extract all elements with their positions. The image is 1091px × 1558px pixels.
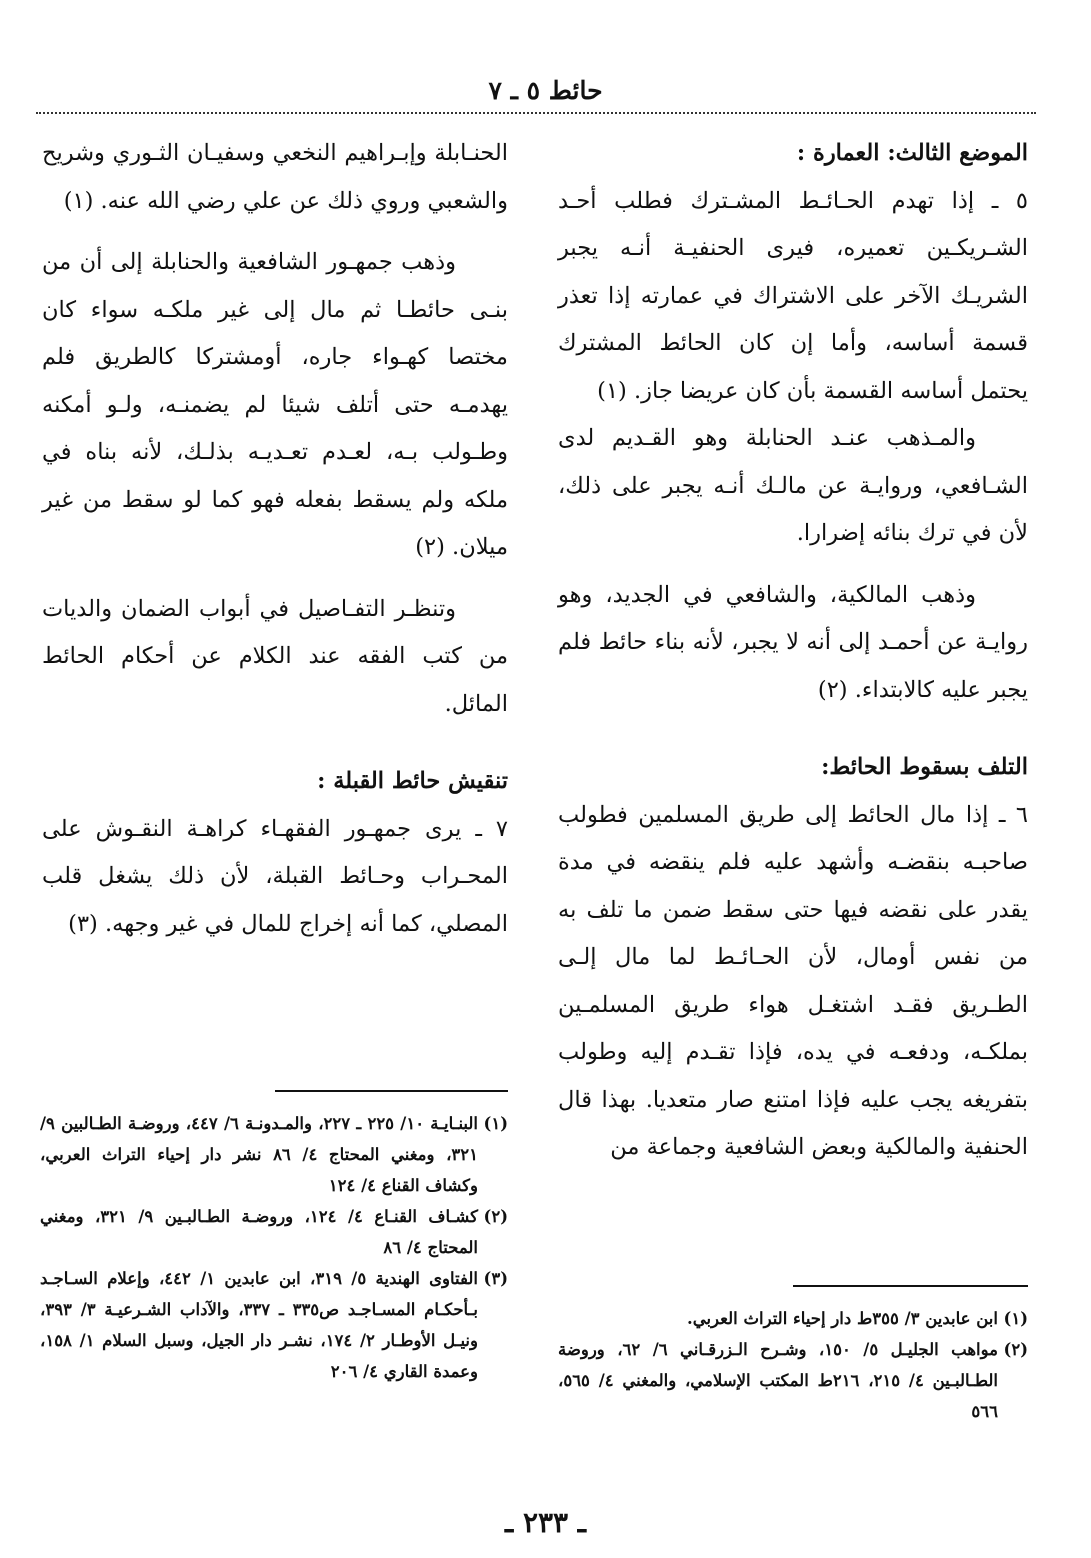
footnote-mark: (٣) bbox=[483, 1269, 508, 1288]
paragraph-6: ٦ ـ إذا مال الحائط إلى طريق المسلمين فطولب صاحبـه بنقضـه وأشهد عليه فلم ينقضه في مدة يقدر على نقضه فيها حتى سقط ضمن ما تلف به من نفس أومال، لأن الحـائـط لما مال إلـى الطـريق فقـد اشتغـل هواء طريق المسلمـين بملكـه، ودفعـه في يده، فإذا تقـدم إليه وطولب بتفريغه يجب عليه فإذا امتنع صار متعديا. بهذا قال الحنفية والمالكية وبعض الشافعية وجماعة من bbox=[558, 801, 1028, 1160]
footnote-mark: (٢) bbox=[483, 1207, 508, 1226]
paragraph-6-continued: الحنـابلة وإبـراهيم النخعي وسفيـان الثـوري وشريح والشعبي وروي ذلك عن علي رضي الله عنه. (١) bbox=[42, 140, 508, 214]
paragraph-5: ٥ ـ إذا تهدم الحـائـط المشـترك فطلب أحـد الشـريكـين تعميره، فيرى الحنفيـة أنـه يجبر الشريـك الآخر على الاشتراك في عمارته إذا تعذر قسمة أساسه، وأما إن كان الحائط المشترك يحتمل أساسه القسمة بأن كان عريضا جاز. (١) bbox=[558, 187, 1028, 404]
right-column bbox=[558, 130, 1028, 1172]
paragraph-maliki-view: وذهب المالكية، والشافعي في الجديد، وهو روايـة عن أحمـد إلى أنه لا يجبر، لأنه بناء حائط فلم يجبر عليه كالابتداء. (٢) bbox=[558, 581, 1028, 703]
footnote-item bbox=[40, 1108, 508, 1201]
footnote-mark: (١) bbox=[1003, 1309, 1028, 1328]
footnote-text: مواهب الجليـل ٥/ ١٥٠، وشـرح الـزرقـاني ٦/ ٦٢، وروضة الطـالبـين ٤/ ٢١٥، ٢١٦ط المكتب الإسلامي، والمغني ٤/ ٥٦٥، ٥٦٦ bbox=[558, 1340, 998, 1421]
section-heading-damage: التلف بسقوط الحائط: bbox=[821, 754, 1028, 780]
section-heading-construction: الموضع الثالث: العمارة : bbox=[796, 140, 1028, 166]
page-header: حائط ٥ ـ ٧ bbox=[488, 76, 603, 105]
footnote-separator-right bbox=[793, 1285, 1028, 1287]
footnote-item bbox=[40, 1201, 508, 1263]
paragraph-shafii-view: وذهب جمهـور الشافعية والحنابلة إلى أن من بنـى حائطـا ثم مال إلى غير ملكـه سواء كان مختصا كهـواء جاره، أومشتركا كالطريق فلم يهدمـه حتى أتلف شيئا لم يضمنـه، ولـو أمكنه وطـولب بـه، لعـدم تعـديـه بذلـك، لأنه بناه في ملكه ولم يسقط بفعله فهو كما لو سقط من غير ميلان. (٢) bbox=[42, 249, 508, 560]
left-column bbox=[42, 130, 508, 948]
paragraph-7: ٧ ـ يرى جمهـور الفقهـاء كراهـة النقـوش على المحـراب وحـائط القبلة، لأن ذلك يشغل قلب المصلي، كما أنه إخراج للمال في غير وجهه. (٣) bbox=[42, 815, 508, 937]
page-number: ـ ٢٣٣ ـ bbox=[504, 1506, 587, 1539]
footnote-text: البنـايـة ١٠/ ٢٢٥ ـ ٢٢٧، والمـدونـة ٦/ ٤٤٧، وروضـة الطـالبين ٩/ ٣٢١، ومغني المحتاج ٤/ ٨٦ نشر دار إحياء التراث العربي، وكشاف القناع ٤/ ١٢٤ bbox=[40, 1114, 479, 1195]
footnote-text: كشـاف القنـاع ٤/ ١٢٤، وروضـة الطـالبـين ٩/ ٣٢١، ومغني المحتاج ٤/ ٨٦ bbox=[40, 1207, 478, 1257]
footnote-text: ابن عابدين ٣/ ٣٥٥ط دار إحياء التراث العربي. bbox=[686, 1309, 998, 1328]
paragraph-hanbali-view: والمـذهب عنـد الحنابلة وهو القـديم لدى الشـافعي، وروايـة عن مالـك أنـه يجبر على ذلك، لأن في ترك بنائه إضرارا. bbox=[558, 425, 1028, 546]
footnote-item bbox=[40, 1263, 508, 1387]
footnote-text: الفتاوى الهندية ٥/ ٣١٩، ابن عابدين ١/ ٤٤٢، وإعلام السـاجـد بـأحكـام المسـاجـد ص٣٣٥ ـ ٣٣٧، والآداب الشـرعيـة ٣/ ٣٩٣، ونيـل الأوطـار ٢/ ١٧٤، نشـر دار الجيل، وسبل السلام ١/ ١٥٨، وعمدة القاري ٤/ ٢٠٦ bbox=[40, 1269, 478, 1381]
footnote-mark: (٢) bbox=[1003, 1340, 1028, 1359]
footnotes-left bbox=[40, 1108, 508, 1387]
paragraph-details-reference: وتنظـر التفـاصيل في أبواب الضمان والديات من كتب الفقه عند الكلام عن أحكام الحائط المائل. bbox=[42, 595, 508, 717]
section-heading-qibla-wall: تنقيش حائط القبلة : bbox=[317, 768, 508, 794]
footnote-mark: (١) bbox=[483, 1114, 508, 1133]
footnote-item bbox=[558, 1334, 1028, 1427]
footnote-separator-left bbox=[275, 1090, 508, 1092]
footnote-item bbox=[558, 1303, 1028, 1334]
header-divider bbox=[36, 112, 1036, 114]
footnotes-right bbox=[558, 1303, 1028, 1427]
